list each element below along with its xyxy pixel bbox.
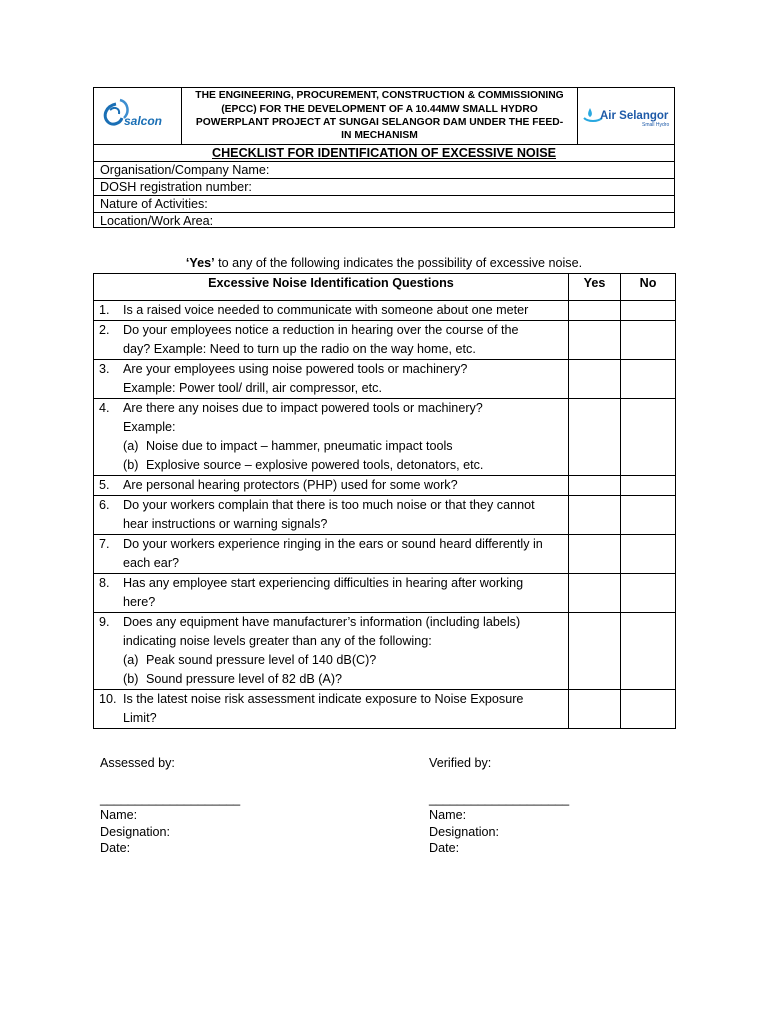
assessed-by-label: Assessed by: [100,756,175,770]
sub-item-text: Noise due to impact – hammer, pneumatic impact tools [146,439,453,453]
no-answer-cell[interactable] [621,496,676,535]
air-selangor-text: Air Selangor [600,110,669,122]
salcon-logo-cell [94,88,182,144]
intro-emphasis: ‘Yes’ [185,256,215,270]
question-text-line: Is the latest noise risk assessment indicate exposure to Noise Exposure [123,692,524,706]
question-sub-item [123,437,568,456]
verified-by-date: Date: [429,841,460,855]
question-number: 2. [99,323,110,337]
table-row [94,476,676,496]
question-sub-item [123,651,568,670]
no-answer-cell[interactable] [621,574,676,613]
field-nature-of-activities: Nature of Activities: [94,195,674,212]
verified-by-signature-line: ____________________ [429,791,570,806]
question-text-line: Do your workers experience ringing in the ears or sound heard differently in [123,537,543,551]
yes-answer-cell[interactable] [569,321,621,360]
header-questions: Excessive Noise Identification Questions [94,274,569,301]
sub-item-label: (b) [123,458,139,472]
question-cell [94,496,569,535]
question-number: 1. [99,303,110,317]
question-text-line: Is a raised voice needed to communicate with someone about one meter [123,303,529,317]
question-text-line: Example: [123,420,176,434]
question-text-line: Example: Power tool/ drill, air compressor, etc. [123,381,382,395]
header-no: No [621,274,676,301]
yes-answer-cell[interactable] [569,399,621,476]
table-row [94,301,676,321]
question-sub-item [123,456,568,475]
question-text-line: each ear? [123,556,180,570]
salcon-logo [94,88,182,144]
question-text-line: here? [123,595,156,609]
question-number: 9. [99,615,110,629]
no-answer-cell[interactable] [621,613,676,690]
yes-answer-cell[interactable] [569,690,621,729]
yes-answer-cell[interactable] [569,613,621,690]
question-number: 10. [99,692,117,706]
question-cell [94,360,569,399]
no-answer-cell[interactable] [621,301,676,321]
yes-answer-cell[interactable] [569,574,621,613]
question-number: 8. [99,576,110,590]
intro-text [93,256,675,270]
table-row [94,535,676,574]
document-header-table [93,87,675,228]
air-selangor-logo-cell [578,88,674,144]
question-cell [94,613,569,690]
no-answer-cell[interactable] [621,535,676,574]
verified-by-block [429,755,569,857]
yes-answer-cell[interactable] [569,301,621,321]
question-cell [94,574,569,613]
header-yes: Yes [569,274,621,301]
question-text-line: Are there any noises due to impact powered tools or machinery? [123,401,483,415]
table-row [94,360,676,399]
no-answer-cell[interactable] [621,690,676,729]
question-text-line: indicating noise levels greater than any of the following: [123,634,432,648]
yes-answer-cell[interactable] [569,476,621,496]
project-title: THE ENGINEERING, PROCUREMENT, CONSTRUCTION & COMMISSIONING (EPCC) FOR THE DEVELOPMENT OF A 10.44MW SMALL HYDRO POWERPLANT PROJECT AT SUNGAI SELANGOR DAM UNDER THE FEED-IN MECHANISM [182,88,578,144]
question-number: 4. [99,401,110,415]
air-selangor-subtext: Small Hydro [642,122,670,128]
salcon-logo-text: salcon [124,114,163,128]
questions-table [93,273,676,729]
yes-answer-cell[interactable] [569,496,621,535]
sub-item-text: Sound pressure level of 82 dB (A)? [146,672,343,686]
question-text-line: Has any employee start experiencing difficulties in hearing after working [123,576,524,590]
yes-answer-cell[interactable] [569,360,621,399]
question-number: 6. [99,498,110,512]
question-text-line: Does any equipment have manufacturer’s information (including labels) [123,615,521,629]
question-text-line: Limit? [123,711,157,725]
verified-by-label: Verified by: [429,756,492,770]
checklist-title: CHECKLIST FOR IDENTIFICATION OF EXCESSIVE NOISE [94,144,674,161]
question-cell [94,476,569,496]
assessed-by-signature-line: ____________________ [100,791,241,806]
yes-answer-cell[interactable] [569,535,621,574]
question-number: 3. [99,362,110,376]
question-text-line: Do your workers complain that there is too much noise or that they cannot [123,498,535,512]
question-text-line: day? Example: Need to turn up the radio on the way home, etc. [123,342,476,356]
table-row [94,690,676,729]
intro-body: to any of the following indicates the possibility of excessive noise. [214,256,583,270]
question-text-line: Do your employees notice a reduction in hearing over the course of the [123,323,519,337]
question-cell [94,399,569,476]
question-cell [94,535,569,574]
no-answer-cell[interactable] [621,360,676,399]
sub-item-label: (b) [123,672,139,686]
question-sub-item [123,670,568,689]
air-selangor-logo [578,88,674,144]
field-dosh-registration: DOSH registration number: [94,178,674,195]
field-location: Location/Work Area: [94,212,674,229]
question-cell [94,690,569,729]
sub-item-label: (a) [123,653,139,667]
assessed-by-date: Date: [100,841,131,855]
question-number: 7. [99,537,110,551]
assessed-by-block [100,755,240,857]
table-header-row [94,274,676,301]
table-row [94,321,676,360]
verified-by-name: Name: [429,808,467,822]
table-row [94,496,676,535]
question-cell [94,321,569,360]
sub-item-text: Peak sound pressure level of 140 dB(C)? [146,653,377,667]
sub-item-label: (a) [123,439,139,453]
assessed-by-designation: Designation: [100,824,171,839]
table-row [94,613,676,690]
question-text-line: Are your employees using noise powered tools or machinery? [123,362,468,376]
no-answer-cell[interactable] [621,399,676,476]
no-answer-cell[interactable] [621,321,676,360]
field-company-name: Organisation/Company Name: [94,161,674,178]
table-row [94,399,676,476]
question-text-line: hear instructions or warning signals? [123,517,328,531]
verified-by-designation: Designation: [429,824,500,839]
table-row [94,574,676,613]
no-answer-cell[interactable] [621,476,676,496]
question-text-line: Are personal hearing protectors (PHP) used for some work? [123,478,458,492]
sub-item-text: Explosive source – explosive powered tools, detonators, etc. [146,458,484,472]
assessed-by-name: Name: [100,808,138,822]
question-number: 5. [99,478,110,492]
question-cell [94,301,569,321]
